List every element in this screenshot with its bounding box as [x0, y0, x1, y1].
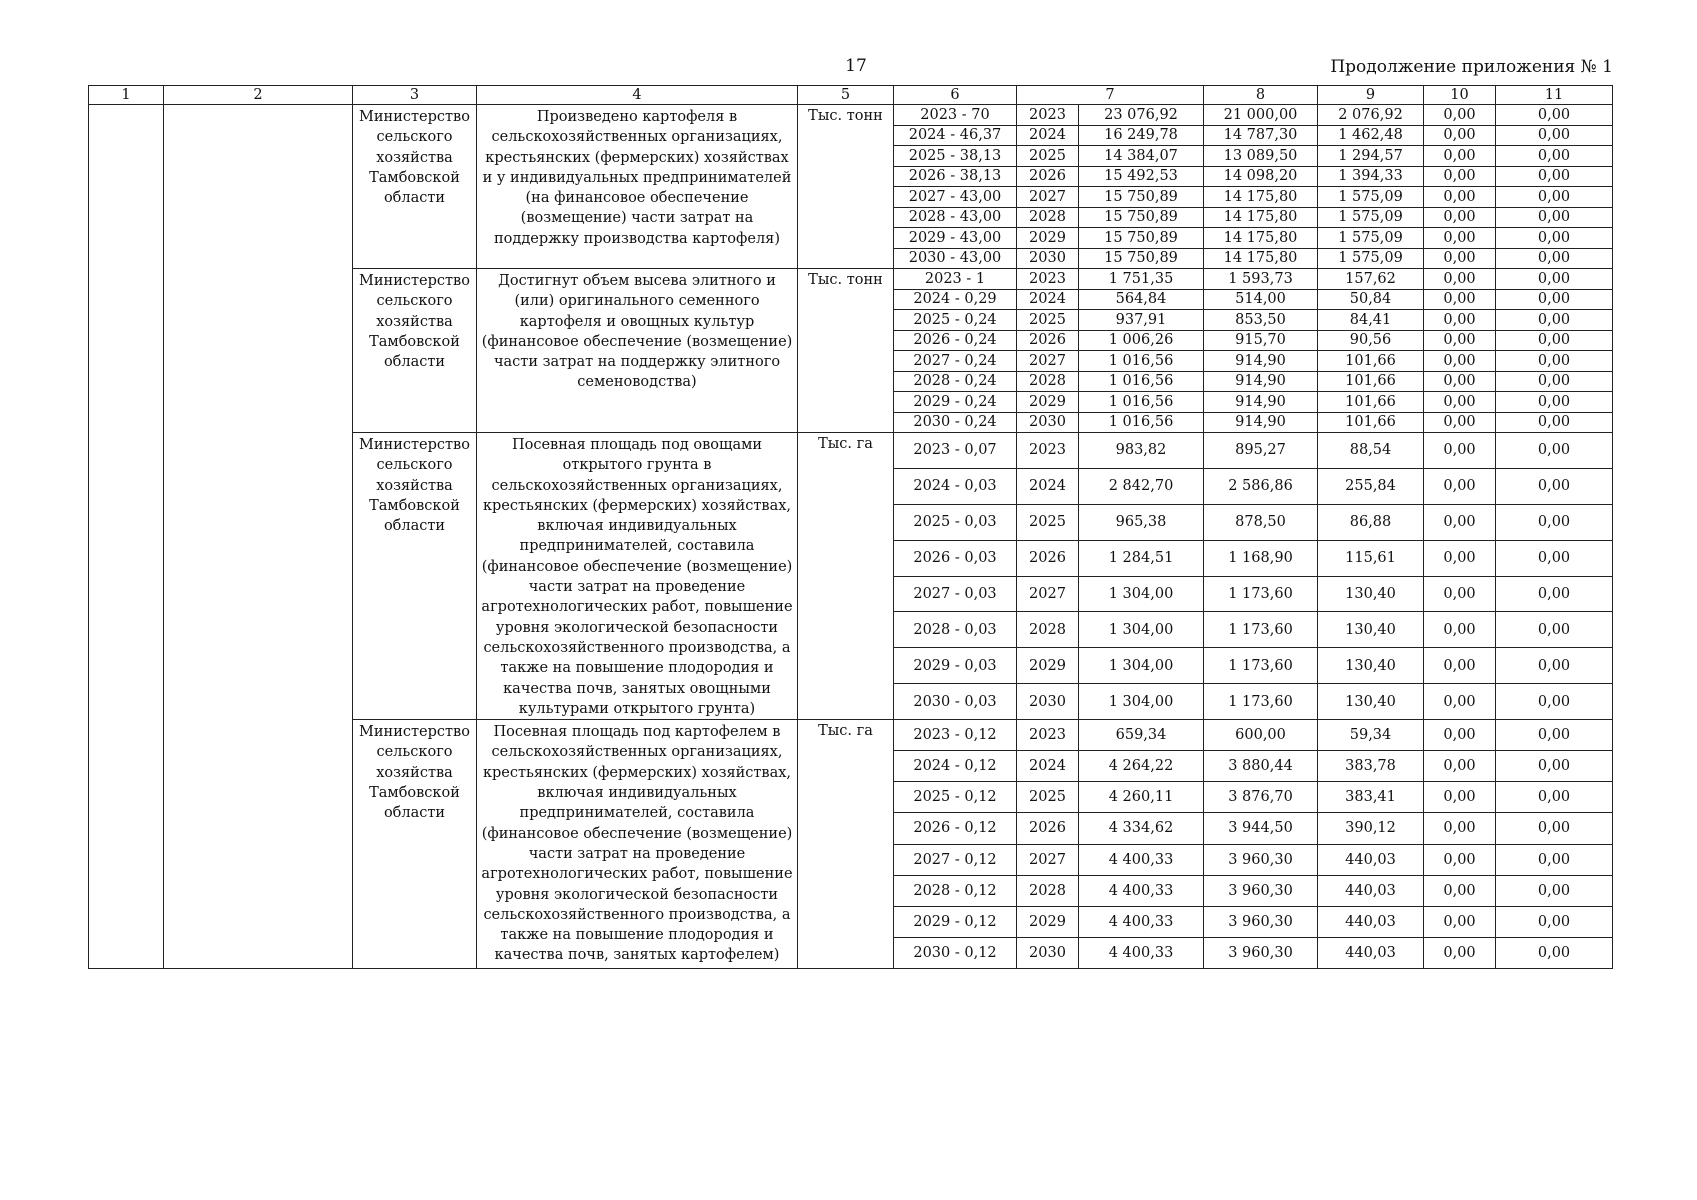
- header-cell: 3: [353, 86, 477, 105]
- regional-cell: 101,66: [1318, 412, 1424, 433]
- total-cell: 4 334,62: [1079, 813, 1204, 844]
- description-cell: Достигнут объем высева элитного и (или) оригинального семенного картофеля и овощных культур (финансовое обеспечение (возмещение) части затрат на поддержку элитного семеноводства): [477, 269, 798, 433]
- description-cell: Посевная площадь под овощами открытого грунта в сельскохозяйственных организациях, крестьянских (фермерских) хозяйствах, включая индивидуальных предпринимателей, составила (финансовое обеспечение (возмещение) части затрат на проведение агротехнологических работ, повышение уровня экологической безопасности сельскохозяйственного производства, а также на повышение плодородия и качества почв, занятых овощными культурами открытого грунта): [477, 433, 798, 720]
- target-cell: 2024 - 0,03: [894, 468, 1017, 504]
- regional-cell: 390,12: [1318, 813, 1424, 844]
- col10-cell: 0,00: [1424, 504, 1496, 540]
- total-cell: 1 006,26: [1079, 330, 1204, 351]
- regional-cell: 130,40: [1318, 648, 1424, 684]
- target-cell: 2028 - 43,00: [894, 207, 1017, 228]
- year-cell: 2023: [1017, 433, 1079, 469]
- total-cell: 16 249,78: [1079, 125, 1204, 146]
- total-cell: 1 016,56: [1079, 392, 1204, 413]
- year-cell: 2024: [1017, 125, 1079, 146]
- total-cell: 564,84: [1079, 289, 1204, 310]
- target-cell: 2024 - 0,12: [894, 751, 1017, 782]
- target-cell: 2025 - 0,24: [894, 310, 1017, 331]
- target-cell: 2029 - 0,03: [894, 648, 1017, 684]
- col11-cell: 0,00: [1496, 720, 1613, 751]
- year-cell: 2023: [1017, 269, 1079, 290]
- col10-cell: 0,00: [1424, 684, 1496, 720]
- col10-cell: 0,00: [1424, 248, 1496, 269]
- col11-cell: 0,00: [1496, 612, 1613, 648]
- total-cell: 2 842,70: [1079, 468, 1204, 504]
- year-cell: 2030: [1017, 248, 1079, 269]
- federal-cell: 13 089,50: [1204, 146, 1318, 167]
- regional-cell: 1 462,48: [1318, 125, 1424, 146]
- col11-cell: 0,00: [1496, 289, 1613, 310]
- col10-cell: 0,00: [1424, 330, 1496, 351]
- total-cell: 1 284,51: [1079, 540, 1204, 576]
- federal-cell: 915,70: [1204, 330, 1318, 351]
- total-cell: 983,82: [1079, 433, 1204, 469]
- federal-cell: 914,90: [1204, 371, 1318, 392]
- col1-cell: [89, 105, 164, 969]
- federal-cell: 1 593,73: [1204, 269, 1318, 290]
- regional-cell: 1 575,09: [1318, 248, 1424, 269]
- total-cell: 15 750,89: [1079, 187, 1204, 208]
- header-cell: 7: [1017, 86, 1204, 105]
- col11-cell: 0,00: [1496, 248, 1613, 269]
- col11-cell: 0,00: [1496, 146, 1613, 167]
- col11-cell: 0,00: [1496, 648, 1613, 684]
- col11-cell: 0,00: [1496, 269, 1613, 290]
- year-cell: 2024: [1017, 468, 1079, 504]
- col11-cell: 0,00: [1496, 504, 1613, 540]
- col10-cell: 0,00: [1424, 576, 1496, 612]
- unit-cell: Тыс. тонн: [798, 105, 894, 269]
- target-cell: 2026 - 0,12: [894, 813, 1017, 844]
- total-cell: 23 076,92: [1079, 105, 1204, 126]
- federal-cell: 14 175,80: [1204, 228, 1318, 249]
- year-cell: 2029: [1017, 228, 1079, 249]
- target-cell: 2028 - 0,03: [894, 612, 1017, 648]
- col10-cell: 0,00: [1424, 269, 1496, 290]
- target-cell: 2027 - 0,12: [894, 844, 1017, 875]
- regional-cell: 86,88: [1318, 504, 1424, 540]
- header-cell: 1: [89, 86, 164, 105]
- year-cell: 2025: [1017, 310, 1079, 331]
- total-cell: 659,34: [1079, 720, 1204, 751]
- federal-cell: 14 098,20: [1204, 166, 1318, 187]
- header-cell: 8: [1204, 86, 1318, 105]
- federal-cell: 14 175,80: [1204, 187, 1318, 208]
- col10-cell: 0,00: [1424, 146, 1496, 167]
- col10-cell: 0,00: [1424, 310, 1496, 331]
- year-cell: 2026: [1017, 813, 1079, 844]
- year-cell: 2025: [1017, 782, 1079, 813]
- ministry-cell: Министерство сельского хозяйства Тамбовской области: [353, 269, 477, 433]
- col11-cell: 0,00: [1496, 105, 1613, 126]
- year-cell: 2029: [1017, 906, 1079, 937]
- federal-cell: 1 173,60: [1204, 576, 1318, 612]
- header-cell: 10: [1424, 86, 1496, 105]
- header-cell: 5: [798, 86, 894, 105]
- col10-cell: 0,00: [1424, 125, 1496, 146]
- year-cell: 2023: [1017, 720, 1079, 751]
- col11-cell: 0,00: [1496, 371, 1613, 392]
- target-cell: 2030 - 43,00: [894, 248, 1017, 269]
- target-cell: 2029 - 0,12: [894, 906, 1017, 937]
- target-cell: 2023 - 0,07: [894, 433, 1017, 469]
- total-cell: 14 384,07: [1079, 146, 1204, 167]
- target-cell: 2024 - 0,29: [894, 289, 1017, 310]
- year-cell: 2027: [1017, 576, 1079, 612]
- col10-cell: 0,00: [1424, 937, 1496, 968]
- ministry-cell: Министерство сельского хозяйства Тамбовской области: [353, 720, 477, 969]
- regional-cell: 50,84: [1318, 289, 1424, 310]
- regional-cell: 1 575,09: [1318, 207, 1424, 228]
- col11-cell: 0,00: [1496, 937, 1613, 968]
- year-cell: 2027: [1017, 187, 1079, 208]
- header-cell: 4: [477, 86, 798, 105]
- col11-cell: 0,00: [1496, 125, 1613, 146]
- federal-cell: 3 960,30: [1204, 937, 1318, 968]
- col10-cell: 0,00: [1424, 207, 1496, 228]
- header-cell: 6: [894, 86, 1017, 105]
- total-cell: 4 400,33: [1079, 937, 1204, 968]
- regional-cell: 2 076,92: [1318, 105, 1424, 126]
- col11-cell: 0,00: [1496, 187, 1613, 208]
- total-cell: 4 264,22: [1079, 751, 1204, 782]
- total-cell: 4 400,33: [1079, 844, 1204, 875]
- regional-cell: 1 394,33: [1318, 166, 1424, 187]
- federal-cell: 3 880,44: [1204, 751, 1318, 782]
- col10-cell: 0,00: [1424, 105, 1496, 126]
- federal-cell: 14 175,80: [1204, 248, 1318, 269]
- regional-cell: 101,66: [1318, 371, 1424, 392]
- year-cell: 2028: [1017, 371, 1079, 392]
- col10-cell: 0,00: [1424, 371, 1496, 392]
- total-cell: 1 016,56: [1079, 371, 1204, 392]
- target-cell: 2023 - 70: [894, 105, 1017, 126]
- col10-cell: 0,00: [1424, 751, 1496, 782]
- year-cell: 2027: [1017, 844, 1079, 875]
- federal-cell: 14 787,30: [1204, 125, 1318, 146]
- year-cell: 2024: [1017, 289, 1079, 310]
- col11-cell: 0,00: [1496, 392, 1613, 413]
- description-cell: Произведено картофеля в сельскохозяйственных организациях, крестьянских (фермерских) хозяйствах и у индивидуальных предпринимателей (на финансовое обеспечение (возмещение) части затрат на поддержку производства картофеля): [477, 105, 798, 269]
- target-cell: 2024 - 46,37: [894, 125, 1017, 146]
- target-cell: 2028 - 0,24: [894, 371, 1017, 392]
- target-cell: 2025 - 38,13: [894, 146, 1017, 167]
- total-cell: 937,91: [1079, 310, 1204, 331]
- target-cell: 2028 - 0,12: [894, 875, 1017, 906]
- total-cell: 4 260,11: [1079, 782, 1204, 813]
- regional-cell: 130,40: [1318, 684, 1424, 720]
- regional-cell: 101,66: [1318, 351, 1424, 372]
- year-cell: 2026: [1017, 166, 1079, 187]
- federal-cell: 514,00: [1204, 289, 1318, 310]
- target-cell: 2030 - 0,12: [894, 937, 1017, 968]
- regional-cell: 90,56: [1318, 330, 1424, 351]
- target-cell: 2027 - 0,24: [894, 351, 1017, 372]
- target-cell: 2026 - 0,03: [894, 540, 1017, 576]
- col11-cell: 0,00: [1496, 576, 1613, 612]
- total-cell: 4 400,33: [1079, 906, 1204, 937]
- federal-cell: 853,50: [1204, 310, 1318, 331]
- total-cell: 1 016,56: [1079, 351, 1204, 372]
- total-cell: 1 304,00: [1079, 612, 1204, 648]
- col10-cell: 0,00: [1424, 289, 1496, 310]
- regional-cell: 59,34: [1318, 720, 1424, 751]
- regional-cell: 84,41: [1318, 310, 1424, 331]
- table-row: [89, 105, 1613, 126]
- col10-cell: 0,00: [1424, 875, 1496, 906]
- target-cell: 2023 - 1: [894, 269, 1017, 290]
- col10-cell: 0,00: [1424, 782, 1496, 813]
- year-cell: 2025: [1017, 504, 1079, 540]
- regional-cell: 101,66: [1318, 392, 1424, 413]
- col11-cell: 0,00: [1496, 906, 1613, 937]
- year-cell: 2026: [1017, 540, 1079, 576]
- appendix-note: Продолжение приложения № 1: [1330, 57, 1613, 77]
- col11-cell: 0,00: [1496, 310, 1613, 331]
- year-cell: 2029: [1017, 392, 1079, 413]
- target-cell: 2026 - 38,13: [894, 166, 1017, 187]
- target-cell: 2025 - 0,12: [894, 782, 1017, 813]
- federal-cell: 3 960,30: [1204, 875, 1318, 906]
- header-cell: 11: [1496, 86, 1613, 105]
- col10-cell: 0,00: [1424, 166, 1496, 187]
- year-cell: 2028: [1017, 207, 1079, 228]
- col11-cell: 0,00: [1496, 166, 1613, 187]
- regional-cell: 115,61: [1318, 540, 1424, 576]
- target-cell: 2030 - 0,24: [894, 412, 1017, 433]
- target-cell: 2029 - 43,00: [894, 228, 1017, 249]
- total-cell: 1 751,35: [1079, 269, 1204, 290]
- col11-cell: 0,00: [1496, 875, 1613, 906]
- federal-cell: 600,00: [1204, 720, 1318, 751]
- col11-cell: 0,00: [1496, 228, 1613, 249]
- ministry-cell: Министерство сельского хозяйства Тамбовской области: [353, 433, 477, 720]
- target-cell: 2025 - 0,03: [894, 504, 1017, 540]
- col11-cell: 0,00: [1496, 207, 1613, 228]
- total-cell: 15 750,89: [1079, 248, 1204, 269]
- target-cell: 2023 - 0,12: [894, 720, 1017, 751]
- col10-cell: 0,00: [1424, 720, 1496, 751]
- regional-cell: 130,40: [1318, 612, 1424, 648]
- regional-cell: 157,62: [1318, 269, 1424, 290]
- regional-cell: 130,40: [1318, 576, 1424, 612]
- total-cell: 4 400,33: [1079, 875, 1204, 906]
- federal-cell: 878,50: [1204, 504, 1318, 540]
- year-cell: 2026: [1017, 330, 1079, 351]
- federal-cell: 3 876,70: [1204, 782, 1318, 813]
- federal-cell: 14 175,80: [1204, 207, 1318, 228]
- unit-cell: Тыс. га: [798, 433, 894, 720]
- total-cell: 15 492,53: [1079, 166, 1204, 187]
- year-cell: 2030: [1017, 412, 1079, 433]
- col10-cell: 0,00: [1424, 906, 1496, 937]
- regional-cell: 383,78: [1318, 751, 1424, 782]
- federal-cell: 1 173,60: [1204, 612, 1318, 648]
- year-cell: 2030: [1017, 684, 1079, 720]
- col11-cell: 0,00: [1496, 412, 1613, 433]
- col11-cell: 0,00: [1496, 684, 1613, 720]
- federal-cell: 3 960,30: [1204, 906, 1318, 937]
- target-cell: 2030 - 0,03: [894, 684, 1017, 720]
- regional-cell: 440,03: [1318, 906, 1424, 937]
- federal-cell: 1 168,90: [1204, 540, 1318, 576]
- col2-cell: [164, 105, 353, 969]
- year-cell: 2023: [1017, 105, 1079, 126]
- federal-cell: 2 586,86: [1204, 468, 1318, 504]
- federal-cell: 914,90: [1204, 412, 1318, 433]
- federal-cell: 3 944,50: [1204, 813, 1318, 844]
- col10-cell: 0,00: [1424, 844, 1496, 875]
- col10-cell: 0,00: [1424, 648, 1496, 684]
- total-cell: 15 750,89: [1079, 207, 1204, 228]
- federal-cell: 3 960,30: [1204, 844, 1318, 875]
- col11-cell: 0,00: [1496, 433, 1613, 469]
- regional-cell: 383,41: [1318, 782, 1424, 813]
- col10-cell: 0,00: [1424, 540, 1496, 576]
- total-cell: 1 304,00: [1079, 576, 1204, 612]
- total-cell: 1 304,00: [1079, 648, 1204, 684]
- year-cell: 2025: [1017, 146, 1079, 167]
- year-cell: 2030: [1017, 937, 1079, 968]
- col10-cell: 0,00: [1424, 351, 1496, 372]
- year-cell: 2027: [1017, 351, 1079, 372]
- col11-cell: 0,00: [1496, 813, 1613, 844]
- target-cell: 2029 - 0,24: [894, 392, 1017, 413]
- regional-cell: 255,84: [1318, 468, 1424, 504]
- col10-cell: 0,00: [1424, 813, 1496, 844]
- description-cell: Посевная площадь под картофелем в сельскохозяйственных организациях, крестьянских (фермерских) хозяйствах, включая индивидуальных предпринимателей, составила (финансовое обеспечение (возмещение) части затрат на проведение агротехнологических работ, повышение уровня экологической безопасности сельскохозяйственного производства, а также на повышение плодородия и качества почв, занятых картофелем): [477, 720, 798, 969]
- regional-cell: 1 575,09: [1318, 228, 1424, 249]
- appendix-table: [88, 85, 1613, 969]
- federal-cell: 914,90: [1204, 392, 1318, 413]
- unit-cell: Тыс. тонн: [798, 269, 894, 433]
- col10-cell: 0,00: [1424, 612, 1496, 648]
- federal-cell: 1 173,60: [1204, 684, 1318, 720]
- year-cell: 2024: [1017, 751, 1079, 782]
- col10-cell: 0,00: [1424, 412, 1496, 433]
- ministry-cell: Министерство сельского хозяйства Тамбовской области: [353, 105, 477, 269]
- total-cell: 965,38: [1079, 504, 1204, 540]
- regional-cell: 88,54: [1318, 433, 1424, 469]
- year-cell: 2028: [1017, 612, 1079, 648]
- target-cell: 2027 - 0,03: [894, 576, 1017, 612]
- regional-cell: 440,03: [1318, 844, 1424, 875]
- target-cell: 2026 - 0,24: [894, 330, 1017, 351]
- col10-cell: 0,00: [1424, 433, 1496, 469]
- col10-cell: 0,00: [1424, 468, 1496, 504]
- col10-cell: 0,00: [1424, 392, 1496, 413]
- page-number: 17: [845, 56, 867, 76]
- regional-cell: 1 294,57: [1318, 146, 1424, 167]
- col11-cell: 0,00: [1496, 468, 1613, 504]
- federal-cell: 895,27: [1204, 433, 1318, 469]
- total-cell: 1 304,00: [1079, 684, 1204, 720]
- unit-cell: Тыс. га: [798, 720, 894, 969]
- federal-cell: 21 000,00: [1204, 105, 1318, 126]
- header-row: [89, 86, 1613, 105]
- col11-cell: 0,00: [1496, 330, 1613, 351]
- col10-cell: 0,00: [1424, 228, 1496, 249]
- year-cell: 2028: [1017, 875, 1079, 906]
- total-cell: 15 750,89: [1079, 228, 1204, 249]
- regional-cell: 1 575,09: [1318, 187, 1424, 208]
- col11-cell: 0,00: [1496, 351, 1613, 372]
- col11-cell: 0,00: [1496, 844, 1613, 875]
- regional-cell: 440,03: [1318, 937, 1424, 968]
- target-cell: 2027 - 43,00: [894, 187, 1017, 208]
- header-cell: 2: [164, 86, 353, 105]
- col11-cell: 0,00: [1496, 782, 1613, 813]
- year-cell: 2029: [1017, 648, 1079, 684]
- header-cell: 9: [1318, 86, 1424, 105]
- federal-cell: 1 173,60: [1204, 648, 1318, 684]
- total-cell: 1 016,56: [1079, 412, 1204, 433]
- col11-cell: 0,00: [1496, 540, 1613, 576]
- col11-cell: 0,00: [1496, 751, 1613, 782]
- regional-cell: 440,03: [1318, 875, 1424, 906]
- col10-cell: 0,00: [1424, 187, 1496, 208]
- federal-cell: 914,90: [1204, 351, 1318, 372]
